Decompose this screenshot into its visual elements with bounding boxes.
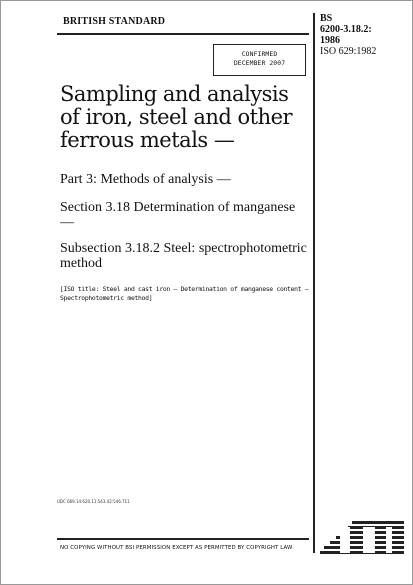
standard-ref-number: 6200-3.18.2: xyxy=(320,24,372,35)
part-title: Part 3: Methods of analysis — xyxy=(60,172,231,187)
iso-reference: ISO 629:1982 xyxy=(320,46,377,57)
header-rule xyxy=(57,33,309,35)
bsi-logo xyxy=(318,518,408,556)
vertical-rule xyxy=(313,13,315,553)
bsi-logo-letters xyxy=(340,527,392,553)
confirmed-label: CONFIRMED xyxy=(241,50,278,58)
udc-code: UDC 669.14:620.11:543.42:546.711 xyxy=(57,499,130,504)
standard-reference xyxy=(320,13,410,57)
standard-ref-bs: BS xyxy=(320,13,333,24)
section-title: Section 3.18 Determination of manganese — xyxy=(60,200,296,230)
iso-title-note: [ISO title: Steel and cast iron — Determination of manganese content — Spectrophotometric method] xyxy=(60,285,309,302)
copyright-notice: NO COPYING WITHOUT BSI PERMISSION EXCEPT AS PERMITTED BY COPYRIGHT LAW xyxy=(60,545,293,551)
standard-ref-year: 1986 xyxy=(320,35,340,46)
confirmed-date: DECEMBER 2007 xyxy=(233,59,286,67)
main-title: Sampling and analysis of iron, steel and other ferrous metals — xyxy=(60,82,293,152)
british-standard-label: BRITISH STANDARD xyxy=(63,16,166,27)
confirmed-stamp xyxy=(213,44,306,76)
footer-rule xyxy=(57,538,309,540)
subsection-title: Subsection 3.18.2 Steel: spectrophotometric method xyxy=(60,241,307,271)
